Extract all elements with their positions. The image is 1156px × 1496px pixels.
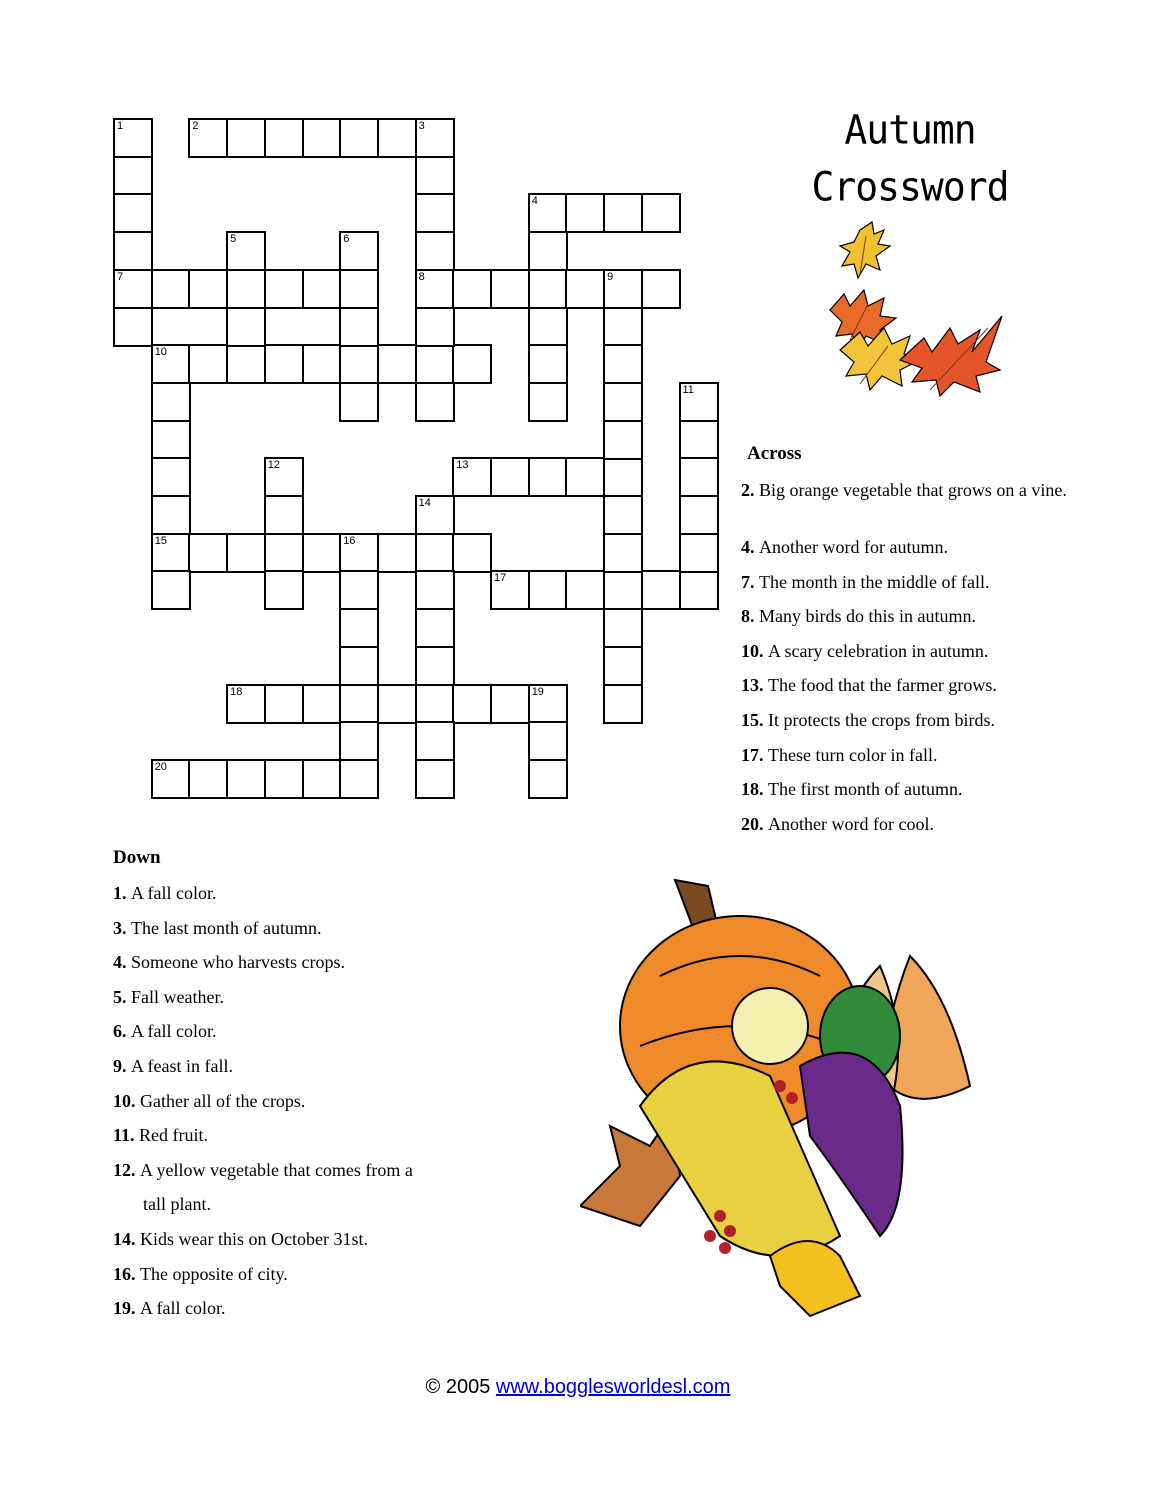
grid-cell [113, 307, 153, 347]
grid-cell [528, 269, 568, 309]
clue-number: 16 [343, 534, 356, 547]
grid-cell [377, 118, 417, 158]
clue-item [741, 535, 1091, 559]
grid-cell [188, 344, 228, 384]
clue-item-text: A fall color. [140, 1298, 226, 1319]
clue-number: 1 [117, 120, 124, 132]
clue-item [113, 985, 513, 1009]
clue-item-text: The opposite of city. [140, 1263, 288, 1284]
clue-item [741, 604, 1091, 628]
clue-number: 20 [154, 760, 167, 773]
clue-item-number: 4. [741, 537, 759, 557]
clue-item-number: 13. [741, 675, 768, 696]
clue-item-text: Another word for cool. [768, 813, 934, 834]
grid-cell [113, 156, 153, 196]
clue-item-text: Red fruit. [139, 1125, 209, 1146]
grid-cell [264, 269, 304, 309]
clue-item-number: 16. [113, 1263, 140, 1284]
footer [0, 1376, 1156, 1399]
grid-cell [490, 570, 530, 610]
grid-cell [452, 457, 492, 497]
grid-cell [490, 457, 530, 497]
grid-cell [415, 684, 455, 724]
grid-cell [226, 269, 266, 309]
grid-cell [339, 608, 379, 648]
website-link[interactable]: www.bogglesworldesl.com [495, 1376, 731, 1398]
grid-cell [415, 570, 455, 610]
grid-cell [264, 495, 304, 535]
clue-item [741, 812, 1091, 836]
grid-cell [528, 457, 568, 497]
clue-item-text: Another word for autumn. [759, 537, 948, 557]
clue-number: 8 [418, 270, 425, 283]
grid-cell [226, 231, 266, 271]
clue-item-text: The last month of autumn. [131, 917, 322, 938]
grid-cell [264, 533, 304, 573]
grid-cell [415, 495, 455, 535]
grid-cell [528, 759, 568, 799]
grid-cell [264, 457, 304, 497]
clue-number: 2 [192, 120, 199, 132]
clue-item [113, 1262, 513, 1286]
clue-number: 18 [230, 685, 243, 698]
grid-cell [226, 533, 266, 573]
grid-cell [528, 307, 568, 347]
across-heading: Across [747, 443, 802, 464]
grid-cell [302, 344, 342, 384]
clue-number: 3 [418, 120, 425, 132]
grid-cell [339, 570, 379, 610]
grid-cell [151, 420, 191, 460]
clue-item-number: 20. [741, 813, 768, 834]
grid-cell [151, 344, 191, 384]
grid-cell [415, 156, 455, 196]
clue-number: 17 [494, 572, 507, 585]
grid-cell [113, 193, 153, 233]
title-line-2: Crossword [811, 163, 1009, 211]
grid-cell [679, 495, 719, 535]
grid-cell [377, 684, 417, 724]
clue-item-number: 4. [113, 952, 131, 973]
grid-cell [603, 382, 643, 422]
grid-cell [641, 570, 681, 610]
grid-cell [415, 759, 455, 799]
clue-item [741, 777, 1091, 801]
grid-cell [226, 684, 266, 724]
clue-item-text: tall plant. [143, 1194, 211, 1215]
grid-cell [452, 533, 492, 573]
clue-item [113, 1089, 513, 1113]
grid-cell [264, 759, 304, 799]
clue-item-number: 19. [113, 1298, 140, 1319]
clue-item-number: 11. [113, 1125, 140, 1146]
grid-cell [151, 269, 191, 309]
clue-item-number: 7. [741, 571, 759, 592]
grid-cell [226, 344, 266, 384]
clue-item [741, 673, 1091, 697]
grid-cell [377, 344, 417, 384]
grid-cell [302, 759, 342, 799]
grid-cell [264, 118, 304, 158]
clue-item-text: A fall color. [131, 1021, 217, 1042]
harvest-vegetables-illustration [580, 876, 980, 1336]
grid-cell [641, 193, 681, 233]
clue-item-number: 9. [113, 1056, 131, 1076]
grid-cell [415, 533, 455, 573]
grid-cell [603, 684, 643, 724]
grid-cell [490, 269, 530, 309]
grid-cell [415, 646, 455, 686]
clue-item-number: 1. [113, 883, 131, 903]
clue-item-text: A scary celebration in autumn. [768, 640, 989, 661]
clue-item-number: 14. [113, 1229, 140, 1249]
clue-item [741, 570, 1091, 594]
clue-number: 13 [456, 459, 469, 472]
grid-cell [565, 570, 605, 610]
grid-cell [113, 269, 153, 309]
grid-cell [339, 269, 379, 309]
clue-item-text: Fall weather. [131, 986, 224, 1007]
clue-item-number: 6. [113, 1021, 131, 1042]
grid-cell [113, 231, 153, 271]
grid-cell [226, 759, 266, 799]
grid-cell [151, 759, 191, 799]
clue-item [113, 1123, 513, 1147]
grid-cell [339, 307, 379, 347]
clue-item [113, 1296, 513, 1320]
grid-cell [377, 533, 417, 573]
clue-item-number: 10. [741, 640, 768, 661]
grid-cell [188, 269, 228, 309]
grid-cell [603, 457, 643, 497]
grid-cell [113, 118, 153, 158]
grid-cell [603, 608, 643, 648]
clue-item-text: Big orange vegetable that grows on a vine. [759, 480, 1067, 500]
grid-cell [603, 307, 643, 347]
clue-item-number: 12. [113, 1159, 140, 1180]
clue-item [741, 478, 1091, 502]
clue-item-text: The first month of autumn. [768, 779, 963, 800]
clue-item-number: 10. [113, 1090, 140, 1111]
grid-cell [679, 533, 719, 573]
grid-cell [641, 269, 681, 309]
grid-cell [565, 269, 605, 309]
grid-cell [603, 420, 643, 460]
clue-item-number: 3. [113, 917, 131, 938]
title-line-1: Autumn [844, 106, 976, 154]
clue-item-text: The month in the middle of fall. [759, 571, 990, 592]
grid-cell [302, 118, 342, 158]
grid-cell [452, 684, 492, 724]
grid-cell [528, 344, 568, 384]
grid-cell [490, 684, 530, 724]
grid-cell [339, 533, 379, 573]
grid-cell [188, 759, 228, 799]
clue-item-number: 8. [741, 606, 759, 627]
grid-cell [302, 684, 342, 724]
grid-cell [302, 269, 342, 309]
clue-item-number: 5. [113, 986, 131, 1007]
copyright-text: © 2005 [425, 1376, 491, 1398]
clue-item-text: Gather all of the crops. [140, 1090, 306, 1111]
clue-number: 7 [117, 270, 124, 283]
grid-cell [603, 193, 643, 233]
grid-cell [415, 721, 455, 761]
clue-item-number: 15. [741, 710, 768, 730]
clue-item-text: Someone who harvests crops. [131, 952, 345, 973]
clue-item-number: 17. [741, 744, 768, 765]
clue-item [113, 1054, 513, 1078]
clue-item-text: Kids wear this on October 31st. [140, 1229, 368, 1249]
grid-cell [339, 759, 379, 799]
clue-number: 6 [343, 233, 350, 246]
clue-item [113, 881, 513, 905]
grid-cell [264, 570, 304, 610]
clue-item [741, 708, 1091, 732]
grid-cell [603, 533, 643, 573]
grid-cell [679, 382, 719, 422]
grid-cell [339, 721, 379, 761]
clue-number: 10 [154, 346, 167, 359]
grid-cell [339, 344, 379, 384]
grid-cell [415, 382, 455, 422]
autumn-leaves-illustration [820, 220, 1010, 400]
grid-cell [151, 457, 191, 497]
grid-cell [528, 684, 568, 724]
clue-item [113, 1192, 543, 1216]
grid-cell [151, 570, 191, 610]
grid-cell [151, 533, 191, 573]
clue-item [741, 639, 1091, 663]
clue-item-text: These turn color in fall. [768, 744, 938, 765]
grid-cell [528, 721, 568, 761]
grid-cell [603, 344, 643, 384]
clue-number: 5 [230, 233, 237, 246]
clue-number: 11 [682, 383, 694, 396]
grid-cell [603, 269, 643, 309]
clue-number: 4 [531, 195, 538, 208]
clue-item-text: A feast in fall. [131, 1056, 233, 1076]
grid-cell [679, 570, 719, 610]
grid-cell [415, 231, 455, 271]
clue-item [741, 743, 1091, 767]
grid-cell [528, 382, 568, 422]
grid-cell [415, 193, 455, 233]
grid-cell [415, 608, 455, 648]
grid-cell [226, 118, 266, 158]
grid-cell [565, 457, 605, 497]
grid-cell [264, 344, 304, 384]
clue-item-text: The food that the farmer grows. [768, 675, 997, 696]
clue-item-text: A fall color. [131, 883, 217, 903]
grid-cell [339, 646, 379, 686]
grid-cell [603, 646, 643, 686]
grid-cell [565, 193, 605, 233]
grid-cell [528, 231, 568, 271]
grid-cell [528, 193, 568, 233]
clue-number: 9 [607, 270, 614, 283]
grid-cell [151, 382, 191, 422]
grid-cell [302, 533, 342, 573]
grid-cell [603, 495, 643, 535]
grid-cell [339, 684, 379, 724]
grid-cell [415, 118, 455, 158]
clue-item [113, 1019, 513, 1043]
grid-cell [415, 344, 455, 384]
grid-cell [339, 231, 379, 271]
down-heading: Down [113, 847, 161, 868]
clue-item [113, 1227, 513, 1251]
grid-cell [226, 307, 266, 347]
grid-cell [679, 457, 719, 497]
grid-cell [603, 570, 643, 610]
clue-number: 15 [154, 534, 167, 547]
grid-cell [339, 118, 379, 158]
grid-cell [264, 684, 304, 724]
clue-item-number: 18. [741, 779, 768, 800]
clue-item-text: It protects the crops from birds. [768, 710, 995, 730]
clue-item [113, 950, 513, 974]
grid-cell [151, 495, 191, 535]
grid-cell [188, 118, 228, 158]
grid-cell [339, 382, 379, 422]
grid-cell [452, 344, 492, 384]
clue-number: 19 [531, 685, 544, 698]
grid-cell [415, 269, 455, 309]
clue-item-text: A yellow vegetable that comes from a [140, 1159, 413, 1180]
clue-item [113, 1158, 513, 1182]
clue-item-text: Many birds do this in autumn. [759, 606, 976, 627]
grid-cell [415, 307, 455, 347]
clue-number: 14 [418, 497, 431, 509]
clue-item-number: 2. [741, 480, 759, 500]
clue-number: 12 [267, 459, 281, 472]
grid-cell [188, 533, 228, 573]
grid-cell [528, 570, 568, 610]
grid-cell [452, 269, 492, 309]
clue-item [113, 916, 513, 940]
grid-cell [679, 420, 719, 460]
